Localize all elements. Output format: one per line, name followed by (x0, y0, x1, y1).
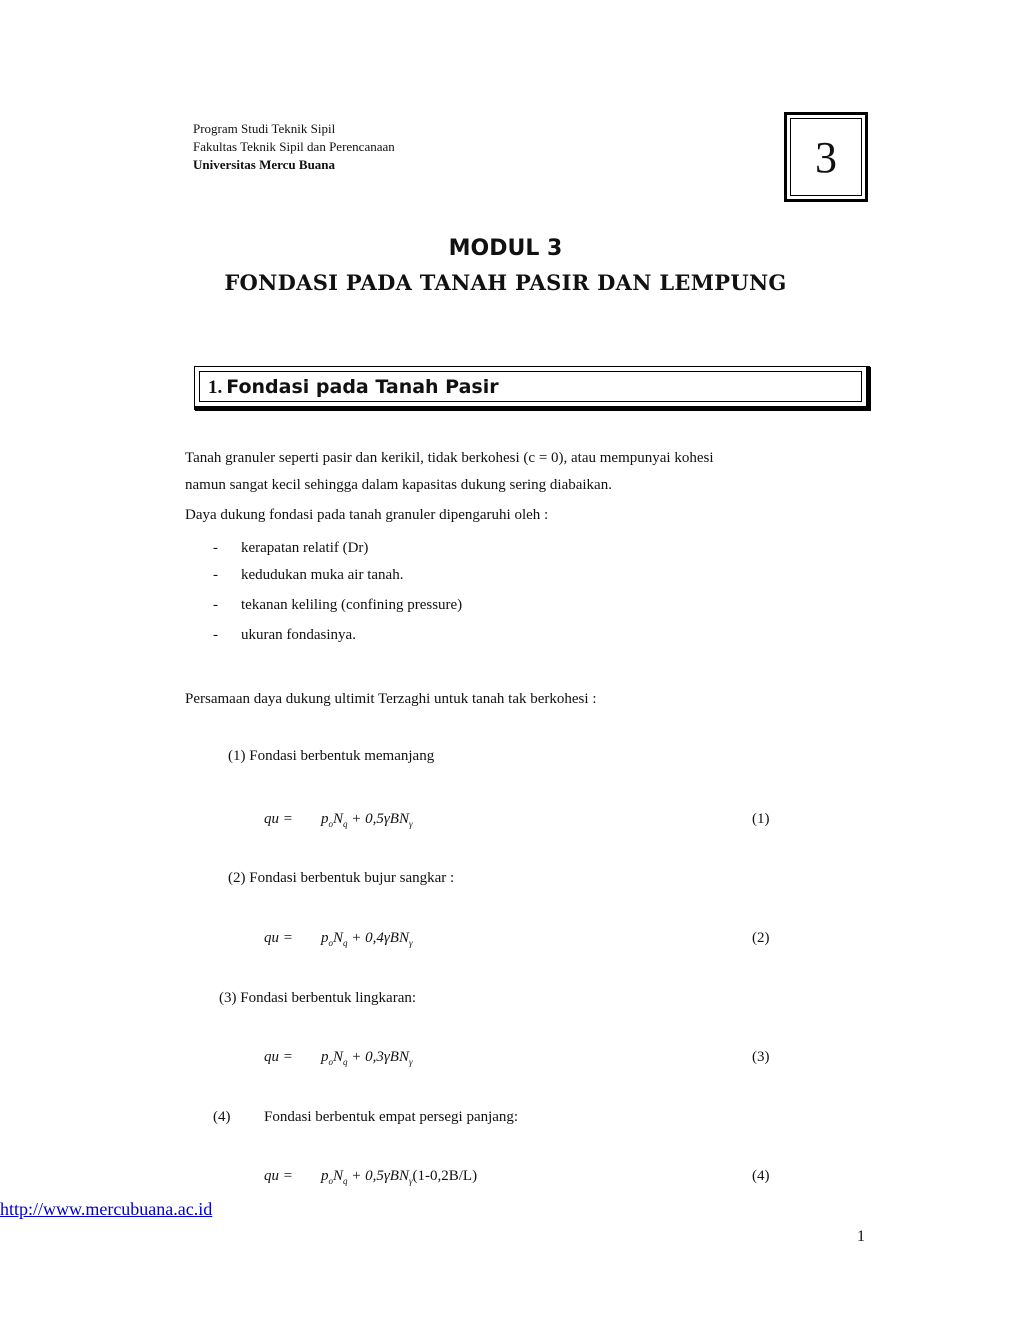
equation-2-rhs: $p_oN_q + 0,4\gamma BN_\gamma$ (321, 930, 413, 948)
paragraph-2: Daya dukung fondasi pada tanah granuler dipengaruhi oleh : (185, 507, 549, 523)
module-number: 3 (790, 118, 862, 196)
list-item: ukuran fondasinya. (241, 627, 356, 643)
bullet-marker: - (213, 627, 218, 643)
section-title: Fondasi pada Tanah Pasir (226, 376, 499, 398)
equation-1-number: (1) (752, 811, 770, 827)
list-item: kedudukan muka air tanah. (241, 567, 404, 583)
case-4-number: (4) (213, 1109, 231, 1125)
paragraph-3: Persamaan daya dukung ultimit Terzaghi untuk tanah tak berkohesi : (185, 691, 597, 707)
section-heading (208, 376, 499, 399)
equation-1-lhs: qu = (264, 811, 293, 827)
list-item: kerapatan relatif (Dr) (241, 540, 369, 556)
equation-4-lhs: qu = (264, 1168, 293, 1184)
module-number-box (784, 112, 868, 202)
case-3-label: (3) Fondasi berbentuk lingkaran: (219, 990, 417, 1006)
list-item: tekanan keliling (confining pressure) (241, 597, 463, 613)
section-number: 1. (208, 377, 223, 398)
box-shadow-bottom (195, 406, 871, 411)
university-name: Universitas Mercu Buana (193, 157, 336, 172)
box-shadow-right (866, 367, 871, 411)
module-subtitle: FONDASI PADA TANAH PASIR DAN LEMPUNG (224, 270, 787, 295)
paragraph-1-line-2: namun sangat kecil sehingga dalam kapasitas dukung sering diabaikan. (185, 477, 612, 493)
bullet-marker: - (213, 567, 218, 583)
case-2-label: (2) Fondasi berbentuk bujur sangkar : (228, 870, 455, 886)
case-1-label: (1) Fondasi berbentuk memanjang (228, 748, 435, 764)
equation-3-lhs: qu = (264, 1049, 293, 1065)
page-number: 1 (857, 1228, 865, 1245)
bullet-marker: - (213, 540, 218, 556)
faculty-name: Fakultas Teknik Sipil dan Perencanaan (193, 139, 395, 154)
institution-header (193, 120, 395, 174)
case-4-label: Fondasi berbentuk empat persegi panjang: (264, 1109, 519, 1125)
equation-3-rhs: $p_oN_q + 0,3\gamma BN_\gamma$ (321, 1049, 413, 1067)
program-name: Program Studi Teknik Sipil (193, 121, 336, 136)
equation-3-number: (3) (752, 1049, 770, 1065)
paragraph-1-line-1: Tanah granuler seperti pasir dan kerikil, tidak berkohesi (c = 0), atau mempunyai kohesi (185, 450, 714, 466)
footer-url-link[interactable]: http://www.mercubuana.ac.id (0, 1199, 213, 1219)
equation-2-number: (2) (752, 930, 770, 946)
module-title: MODUL 3 (448, 236, 563, 261)
equation-2-lhs: qu = (264, 930, 293, 946)
equation-1-rhs: $p_oN_q + 0,5\gamma BN_\gamma$ (321, 811, 413, 829)
equation-4-number: (4) (752, 1168, 770, 1184)
section-heading-inner (199, 371, 862, 402)
bullet-marker: - (213, 597, 218, 613)
section-heading-box (194, 366, 870, 410)
equation-4-rhs: $p_oN_q + 0,5\gamma BN_\gamma(1-0,2B/L)$ (321, 1168, 478, 1186)
